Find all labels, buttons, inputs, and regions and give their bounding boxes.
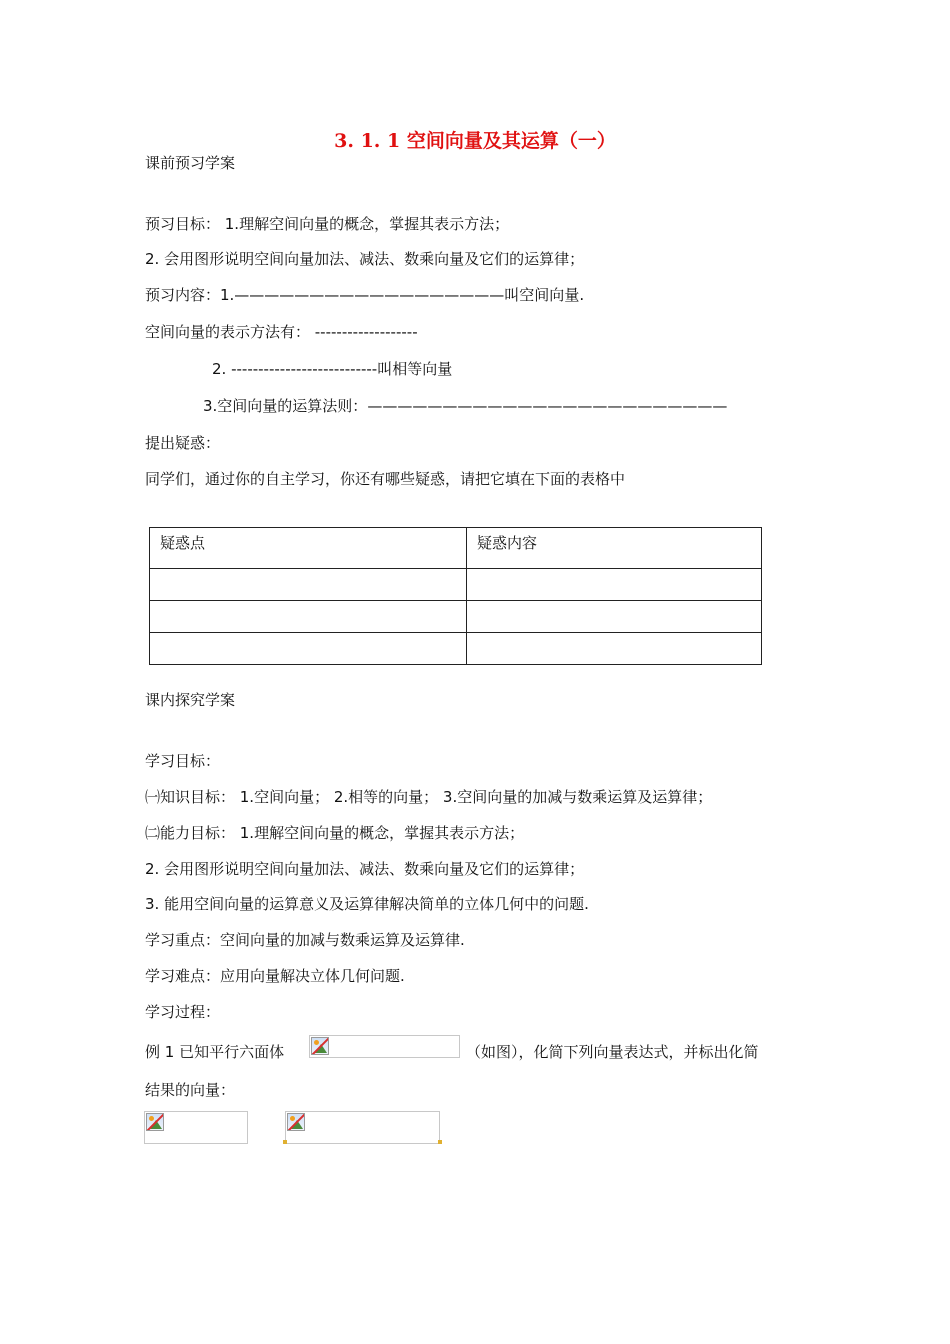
table-cell[interactable]: [150, 601, 467, 633]
table-cell[interactable]: [467, 569, 762, 601]
table-header-content: 疑惑内容: [467, 528, 762, 569]
table-cell[interactable]: [467, 601, 762, 633]
preview-heading: 课前预习学案: [145, 154, 236, 172]
inclass-heading: 课内探究学案: [145, 691, 236, 709]
doubt-prompt: 同学们，通过你的自主学习，你还有哪些疑惑，请把它填在下面的表格中: [145, 470, 626, 488]
example-text-start: 例 1 已知平行六面体: [145, 1043, 285, 1061]
preview-goal-1: 预习目标： 1.理解空间向量的概念，掌握其表示方法；: [145, 215, 510, 233]
ability-goal-3: 3. 能用空间向量的运算意义及运算律解决简单的立体几何中的问题.: [145, 895, 589, 913]
preview-content-1: 预习内容：1.——————————————————叫空间向量.: [145, 286, 585, 304]
broken-image-icon: [311, 1037, 329, 1055]
key-point: 学习重点：空间向量的加减与数乘运算及运算律.: [145, 931, 465, 949]
parallelepiped-image: [309, 1035, 460, 1058]
anchor-mark: [283, 1140, 287, 1144]
preview-content-3: 2. ---------------------------叫相等向量: [212, 360, 453, 378]
table-row: [150, 569, 762, 601]
doubt-table: [149, 527, 762, 665]
ability-goal: ㈡能力目标： 1.理解空间向量的概念，掌握其表示方法；: [145, 824, 525, 842]
broken-image-icon: [287, 1113, 305, 1131]
difficulty-point: 学习难点：应用向量解决立体几何问题.: [145, 967, 405, 985]
example-text-end: （如图），化简下列向量表达式，并标出化简: [466, 1043, 759, 1061]
doubt-heading: 提出疑惑：: [145, 434, 221, 452]
example-text-line2: 结果的向量：: [145, 1081, 236, 1099]
preview-content-4: 3.空间向量的运算法则：————————————————————————: [203, 397, 728, 415]
knowledge-goal: ㈠知识目标： 1.空间向量； 2.相等的向量； 3.空间向量的加减与数乘运算及运算律；: [145, 788, 713, 806]
table-header-point: 疑惑点: [150, 528, 467, 569]
expression-image-2: [285, 1111, 440, 1144]
broken-image-icon: [146, 1113, 164, 1131]
ability-goal-2: 2. 会用图形说明空间向量加法、减法、数乘向量及它们的运算律；: [145, 860, 585, 878]
table-cell[interactable]: [467, 633, 762, 665]
anchor-mark: [438, 1140, 442, 1144]
table-cell[interactable]: [150, 633, 467, 665]
page-title: 3. 1. 1 空间向量及其运算（一）: [334, 130, 616, 152]
preview-content-2: 空间向量的表示方法有： -------------------: [145, 323, 418, 341]
expression-image-1: [144, 1111, 248, 1144]
table-row: [150, 633, 762, 665]
preview-goal-2: 2. 会用图形说明空间向量加法、减法、数乘向量及它们的运算律；: [145, 250, 585, 268]
goals-heading: 学习目标：: [145, 752, 221, 770]
table-cell[interactable]: [150, 569, 467, 601]
process-heading: 学习过程：: [145, 1003, 221, 1021]
table-row: [150, 601, 762, 633]
